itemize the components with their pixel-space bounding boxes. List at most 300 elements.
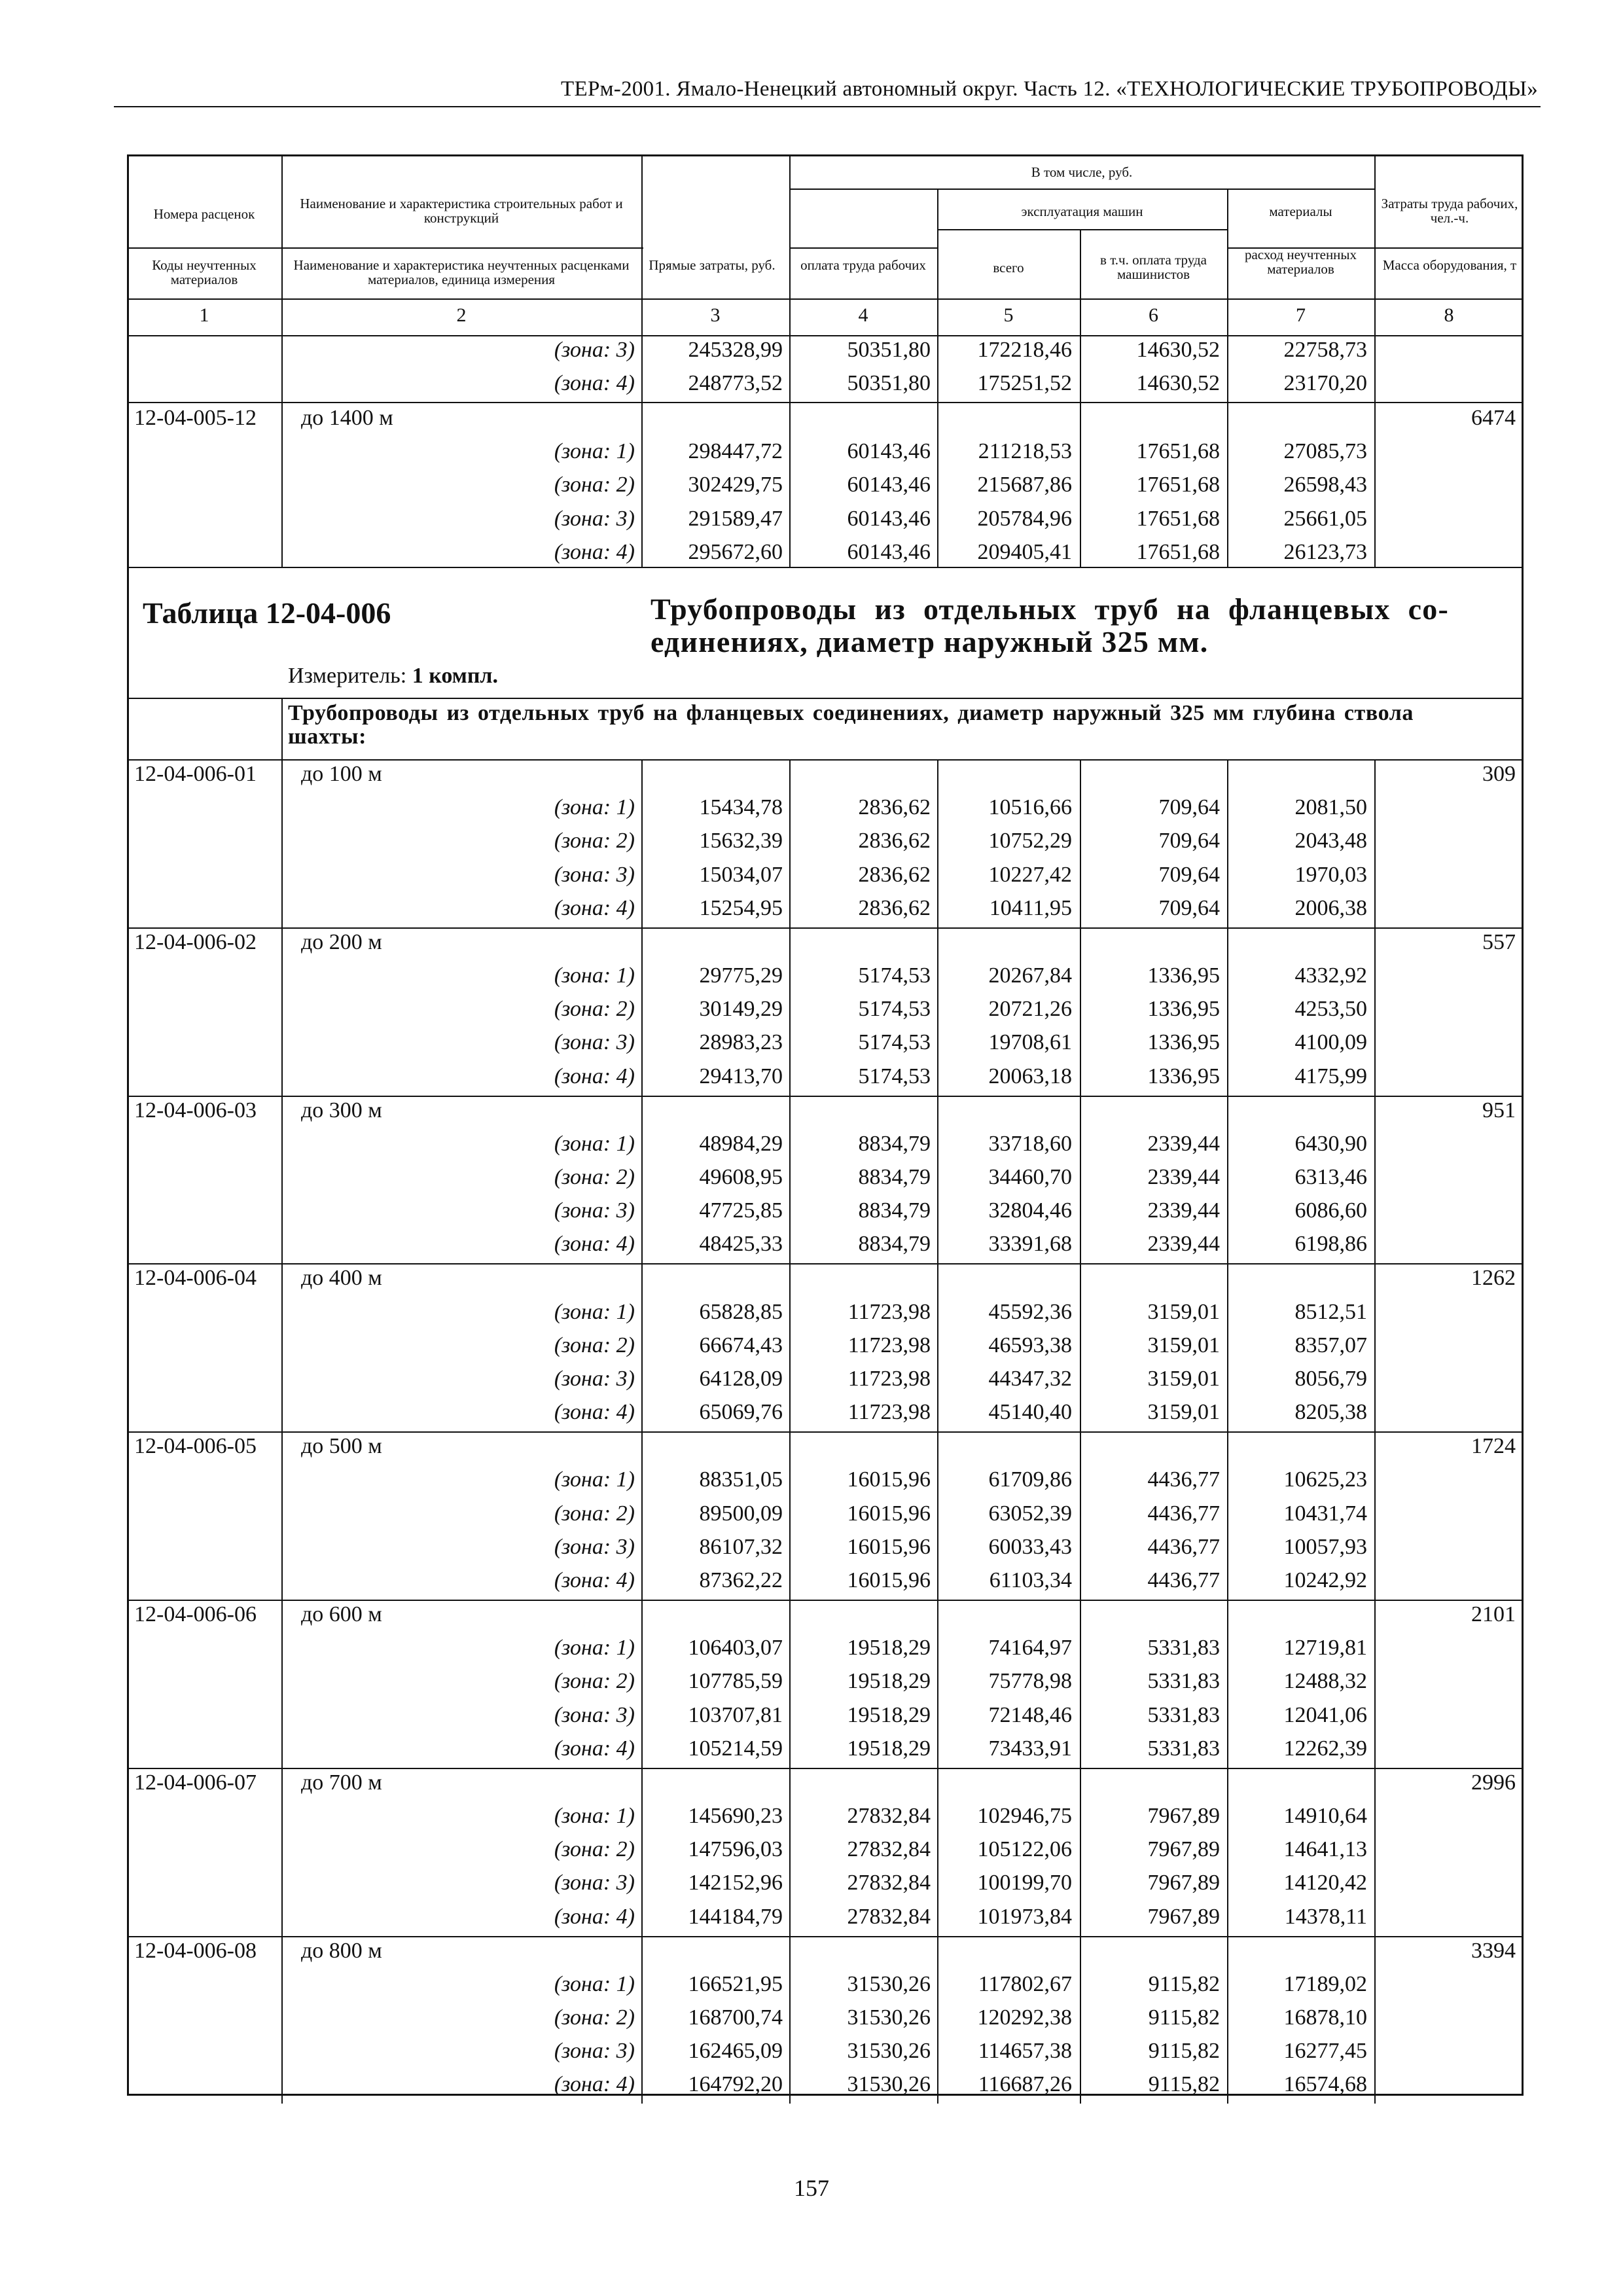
cell-value: 209405,41 [977,539,1072,564]
zone-label: (зона: 2) [554,473,635,497]
cell-value: 31530,26 [847,2039,931,2064]
cell-value: 19708,61 [988,1030,1072,1055]
zone-label: (зона: 3) [554,1367,635,1391]
cell-value: 17651,68 [1136,506,1220,531]
col-divider [1227,1096,1228,1264]
col-divider [1374,1768,1376,1936]
materials-header: материалы [1269,204,1332,219]
cell-value: 4436,77 [1147,1568,1220,1592]
group-rule [127,1263,1524,1265]
zone-label: (зона: 4) [554,1232,635,1257]
col-divider [1374,1263,1376,1431]
cell-value: 2836,62 [858,829,931,853]
zone-label: (зона: 2) [554,1165,635,1189]
cell-value: 9115,82 [1148,2072,1220,2097]
col-divider [641,1431,643,1600]
cell-value: 44347,32 [988,1367,1072,1391]
cell-value: 291589,47 [688,506,783,531]
zone-label: (зона: 3) [554,1030,635,1055]
cell-value: 102946,75 [977,1804,1072,1828]
cell-value: 33718,60 [988,1131,1072,1156]
cell-value: 10752,29 [988,829,1072,853]
col-divider [789,1600,791,1768]
cell-value: 11723,98 [847,1299,931,1324]
cell-value: 19518,29 [847,1736,931,1761]
cell-value: 10516,66 [988,795,1072,820]
cell-value: 295672,60 [688,539,783,564]
cell-value: 16878,10 [1283,2005,1367,2030]
cell-value: 8834,79 [858,1232,931,1257]
zone-label: (зона: 1) [554,795,635,820]
zone-label: (зона: 4) [554,1736,635,1761]
cell-value: 709,64 [1158,795,1220,820]
measure-label: Измеритель: [288,664,407,688]
cell-value: 46593,38 [988,1333,1072,1357]
col-divider [1374,759,1376,927]
cell-value: 50351,80 [847,338,931,362]
cell-value: 8512,51 [1294,1299,1367,1324]
cell-value: 33391,68 [988,1232,1072,1257]
col-divider [1080,1096,1081,1264]
cell-value: 14378,11 [1284,1904,1367,1929]
cell-value: 27085,73 [1283,439,1367,464]
cell-value: 14910,64 [1283,1804,1367,1828]
group-rule [127,1936,1524,1937]
col-divider [1374,1936,1376,2104]
cell-value: 147596,03 [688,1837,783,1862]
group-rule [127,1600,1524,1601]
cell-value: 205784,96 [977,506,1072,531]
cell-value: 16015,96 [847,1568,931,1592]
cell-value: 3159,01 [1147,1400,1220,1425]
cell-value: 29413,70 [699,1064,783,1088]
cell-value: 298447,72 [688,439,783,464]
cell-value: 145690,23 [688,1804,783,1828]
col-divider [789,1096,791,1264]
cell-value: 5331,83 [1147,1736,1220,1761]
zone-label: (зона: 1) [554,1467,635,1492]
col-divider [1227,1936,1228,2104]
zone-label: (зона: 2) [554,1837,635,1862]
labor-cost: 6474 [1471,406,1516,430]
cell-value: 9115,82 [1148,1971,1220,1996]
cell-value: 74164,97 [988,1636,1072,1660]
cell-value: 72148,46 [988,1702,1072,1727]
col-divider [1080,1431,1081,1600]
cell-value: 4436,77 [1147,1501,1220,1526]
col-divider [937,1936,938,2104]
cell-value: 15254,95 [699,895,783,920]
cell-value: 49608,95 [699,1165,783,1189]
zone-label: (зона: 4) [554,539,635,564]
zone-label: (зона: 3) [554,1198,635,1223]
column-number: 7 [1296,304,1306,326]
col-divider [281,1263,283,1431]
col-divider [281,759,283,927]
work-name: до 500 м [301,1434,382,1459]
cell-value: 61709,86 [988,1467,1072,1492]
cell-value: 172218,46 [977,338,1072,362]
machines-header: эксплуатация машин [1021,204,1143,219]
cell-value: 302429,75 [688,473,783,497]
rate-code: 12-04-006-06 [134,1602,257,1626]
cell-value: 162465,09 [688,2039,783,2064]
cell-value: 32804,46 [988,1198,1072,1223]
col-divider [937,927,938,1096]
cell-value: 66674,43 [699,1333,783,1357]
zone-label: (зона: 3) [554,1534,635,1559]
cell-value: 7967,89 [1147,1804,1220,1828]
cell-value: 7967,89 [1147,1837,1220,1862]
labor-cost: 2101 [1471,1602,1516,1626]
cell-value: 105214,59 [688,1736,783,1761]
cell-value: 60033,43 [988,1534,1072,1559]
cell-value: 14630,52 [1136,338,1220,362]
col-divider [789,1431,791,1600]
col-divider [789,927,791,1096]
cell-value: 19518,29 [847,1669,931,1694]
rate-code: 12-04-006-04 [134,1266,257,1291]
col-divider [281,1768,283,1936]
cell-value: 116687,26 [978,2072,1072,2097]
zone-label: (зона: 1) [554,963,635,988]
col1-subheader: Коды неучтенных материалов [152,257,257,287]
cell-value: 114657,38 [978,2039,1072,2064]
cell-value: 50351,80 [847,371,931,396]
cell-value: 34460,70 [988,1165,1072,1189]
cell-value: 14120,42 [1283,1871,1367,1895]
col-divider [1080,1263,1081,1431]
cell-value: 48425,33 [699,1232,783,1257]
cell-value: 117802,67 [978,1971,1072,1996]
zone-label: (зона: 2) [554,829,635,853]
cell-value: 19518,29 [847,1702,931,1727]
work-name: до 600 м [301,1602,382,1626]
cell-value: 16574,68 [1283,2072,1367,2097]
cell-value: 8834,79 [858,1198,931,1223]
cell-value: 27832,84 [847,1804,931,1828]
cell-value: 27832,84 [847,1904,931,1929]
col-divider [641,1263,643,1431]
cell-value: 30149,29 [699,997,783,1022]
work-name: до 1400 м [301,406,393,430]
zone-label: (зона: 4) [554,371,635,396]
cell-value: 31530,26 [847,2072,931,2097]
cell-value: 15034,07 [699,862,783,887]
cell-value: 175251,52 [977,371,1072,396]
zone-label: (зона: 3) [554,1702,635,1727]
col-divider [1227,1768,1228,1936]
cell-value: 8205,38 [1294,1400,1367,1425]
cell-value: 9115,82 [1148,2039,1220,2064]
rate-code: 12-04-006-08 [134,1938,257,1963]
table-label: Таблица 12-04-006 [143,596,391,630]
cell-value: 1336,95 [1147,1064,1220,1088]
col2-header: Наименование и характеристика строительных работ и конструкций [300,196,623,226]
col-divider [1080,927,1081,1096]
col-divider [1227,927,1228,1096]
cell-value: 20267,84 [988,963,1072,988]
col-divider [641,1768,643,1936]
cell-value: 15632,39 [699,829,783,853]
group-rule [127,1431,1524,1433]
cell-value: 2836,62 [858,895,931,920]
cell-value: 60143,46 [847,506,931,531]
zone-label: (зона: 4) [554,895,635,920]
cell-value: 22758,73 [1283,338,1367,362]
col-divider [1080,1600,1081,1768]
col5-header: всего [993,260,1024,276]
work-name: до 400 м [301,1266,382,1291]
column-number: 1 [199,304,209,326]
col-divider [281,927,283,1096]
cell-value: 2081,50 [1294,795,1367,820]
cell-value: 10431,74 [1283,1501,1367,1526]
col-divider [281,1096,283,1264]
group-rule [127,402,1524,403]
cell-value: 2836,62 [858,862,931,887]
cell-value: 64128,09 [699,1367,783,1391]
cell-value: 4436,77 [1147,1467,1220,1492]
zone-label: (зона: 1) [554,1636,635,1660]
work-name: до 800 м [301,1938,382,1963]
cell-value: 23170,20 [1283,371,1367,396]
col7-header: расход неучтенных материалов [1244,247,1357,277]
cell-value: 16015,96 [847,1467,931,1492]
cell-value: 11723,98 [847,1333,931,1357]
work-name: до 200 м [301,929,382,954]
cell-value: 100199,70 [977,1871,1072,1895]
measure-value: 1 компл. [412,664,499,688]
cell-value: 3159,01 [1147,1367,1220,1391]
labor-cost: 557 [1482,929,1516,954]
cell-value: 211218,53 [978,439,1072,464]
zone-label: (зона: 4) [554,1400,635,1425]
col-divider [1374,335,1376,567]
cell-value: 20721,26 [988,997,1072,1022]
header-rule-bottom [127,298,1524,300]
col4-header: оплата труда рабочих [800,257,926,273]
col8-header: Затраты труда рабочих, чел.-ч. [1381,196,1518,226]
cell-value: 709,64 [1158,895,1220,920]
zone-label: (зона: 2) [554,1333,635,1357]
col-divider [1227,1600,1228,1768]
rate-code: 12-04-006-07 [134,1770,257,1795]
header-rule-mid [127,247,643,249]
cell-value: 14641,13 [1283,1837,1367,1862]
cell-value: 73433,91 [988,1736,1072,1761]
cell-value: 29775,29 [699,963,783,988]
zone-label: (зона: 2) [554,997,635,1022]
measure-unit [288,664,498,689]
cell-value: 16015,96 [847,1501,931,1526]
cell-value: 8834,79 [858,1165,931,1189]
cell-value: 2006,38 [1294,895,1367,920]
cell-value: 20063,18 [988,1064,1072,1088]
cell-value: 16015,96 [847,1534,931,1559]
cell-value: 10227,42 [988,862,1072,887]
cell-value: 86107,32 [699,1534,783,1559]
cell-value: 31530,26 [847,1971,931,1996]
cell-value: 5331,83 [1147,1669,1220,1694]
col-divider [937,1096,938,1264]
cell-value: 7967,89 [1147,1904,1220,1929]
col-divider [641,759,643,927]
col-divider [1080,1768,1081,1936]
cell-value: 4332,92 [1294,963,1367,988]
cell-value: 4100,09 [1294,1030,1367,1055]
cell-value: 10242,92 [1283,1568,1367,1592]
column-number: 2 [456,304,467,326]
col-divider [641,335,643,567]
zone-label: (зона: 2) [554,1669,635,1694]
cell-value: 2339,44 [1147,1165,1220,1189]
cell-value: 89500,09 [699,1501,783,1526]
header-rule-machines [937,229,1227,230]
col-divider [641,1936,643,2104]
cell-value: 709,64 [1158,862,1220,887]
rate-code: 12-04-006-02 [134,929,257,954]
col-divider [937,759,938,927]
cell-value: 26123,73 [1283,539,1367,564]
cell-value: 75778,98 [988,1669,1072,1694]
cell-value: 60143,46 [847,439,931,464]
col8-subheader: Масса оборудования, т [1382,257,1517,273]
cell-value: 3159,01 [1147,1333,1220,1357]
cell-value: 2339,44 [1147,1232,1220,1257]
cell-value: 15434,78 [699,795,783,820]
col-divider [1080,1936,1081,2104]
col-divider [937,335,938,567]
cell-value: 17189,02 [1283,1971,1367,1996]
cell-value: 6086,60 [1294,1198,1367,1223]
cell-value: 2339,44 [1147,1131,1220,1156]
cell-value: 1336,95 [1147,963,1220,988]
zone-label: (зона: 3) [554,338,635,362]
col-divider [937,1600,938,1768]
zone-label: (зона: 1) [554,1971,635,1996]
group-rule [127,1768,1524,1769]
cell-value: 10625,23 [1283,1467,1367,1492]
zone-label: (зона: 4) [554,2072,635,2097]
cell-value: 26598,43 [1283,473,1367,497]
col-divider [281,1936,283,2104]
zone-label: (зона: 4) [554,1904,635,1929]
cell-value: 120292,38 [977,2005,1072,2030]
cell-value: 25661,05 [1283,506,1367,531]
cell-value: 17651,68 [1136,473,1220,497]
col1-header: Номера расценок [153,206,255,222]
cell-value: 1336,95 [1147,1030,1220,1055]
zone-label: (зона: 3) [554,862,635,887]
cell-value: 12488,32 [1283,1669,1367,1694]
cell-value: 2339,44 [1147,1198,1220,1223]
col-divider [789,1936,791,2104]
cell-value: 45140,40 [988,1400,1072,1425]
col-divider [789,1768,791,1936]
zone-label: (зона: 3) [554,2039,635,2064]
cell-value: 61103,34 [989,1568,1072,1592]
cell-value: 166521,95 [688,1971,783,1996]
zone-label: (зона: 1) [554,1299,635,1324]
cell-value: 106403,07 [688,1636,783,1660]
rate-code: 12-04-006-03 [134,1098,257,1122]
col-divider [1080,335,1081,567]
cell-value: 168700,74 [688,2005,783,2030]
column-number: 8 [1444,304,1454,326]
col-divider [789,335,791,567]
work-name: до 100 м [301,762,382,786]
col-divider [1374,1431,1376,1600]
work-name: до 700 м [301,1770,382,1795]
labor-cost: 3394 [1471,1938,1516,1963]
col3-header: Прямые затраты, руб. [649,257,776,273]
col-divider [789,1263,791,1431]
header-rule-mid [789,247,937,249]
running-header: ТЕРм-2001. Ямало-Ненецкий автономный округ. Часть 12. «ТЕХНОЛОГИЧЕСКИЕ ТРУБОПРОВОДЫ» [561,77,1538,101]
cell-value: 17651,68 [1136,439,1220,464]
header-rule [114,106,1541,107]
cell-value: 105122,06 [977,1837,1072,1862]
cell-value: 3159,01 [1147,1299,1220,1324]
cell-value: 101973,84 [977,1904,1072,1929]
group-rule [127,567,1524,568]
cell-value: 65828,85 [699,1299,783,1324]
intotal-header: В том числе, руб. [1031,164,1133,180]
cell-value: 4253,50 [1294,997,1367,1022]
cell-value: 88351,05 [699,1467,783,1492]
title-rule [127,698,1524,699]
cell-value: 8056,79 [1294,1367,1367,1391]
col6-header: в т.ч. оплата труда машинистов [1100,252,1207,282]
group-rule [127,927,1524,929]
cell-value: 8357,07 [1294,1333,1367,1357]
col-divider [789,759,791,927]
col-divider [1227,1431,1228,1600]
work-name: до 300 м [301,1098,382,1122]
cell-value: 10057,93 [1283,1534,1367,1559]
cell-value: 45592,36 [988,1299,1072,1324]
labor-cost: 309 [1482,762,1516,786]
col-divider [1374,1096,1376,1264]
cell-value: 2043,48 [1294,829,1367,853]
cell-value: 4175,99 [1294,1064,1367,1088]
col-divider [1080,759,1081,927]
cell-value: 215687,86 [977,473,1072,497]
col-divider [937,1768,938,1936]
cell-value: 31530,26 [847,2005,931,2030]
cell-value: 5174,53 [858,1030,931,1055]
zone-label: (зона: 4) [554,1064,635,1088]
cell-value: 6198,86 [1294,1232,1367,1257]
cell-value: 9115,82 [1148,2005,1220,2030]
cell-value: 60143,46 [847,473,931,497]
cell-value: 5331,83 [1147,1702,1220,1727]
cell-value: 48984,29 [699,1131,783,1156]
cell-value: 103707,81 [688,1702,783,1727]
column-number: 6 [1149,304,1158,326]
col-divider [1227,335,1228,567]
page-number: 157 [794,2175,829,2201]
subheading-rule [127,759,1524,761]
header-rule-intotal [789,188,1374,190]
table-subheading: Трубопроводы из отдельных труб на фланцевых соединениях, диаметр наружный 325 мм глубина ствола шахты: [288,701,1414,749]
cell-value: 11723,98 [847,1400,931,1425]
cell-value: 144184,79 [688,1904,783,1929]
cell-value: 6313,46 [1294,1165,1367,1189]
cell-value: 12719,81 [1283,1636,1367,1660]
cell-value: 87362,22 [699,1568,783,1592]
